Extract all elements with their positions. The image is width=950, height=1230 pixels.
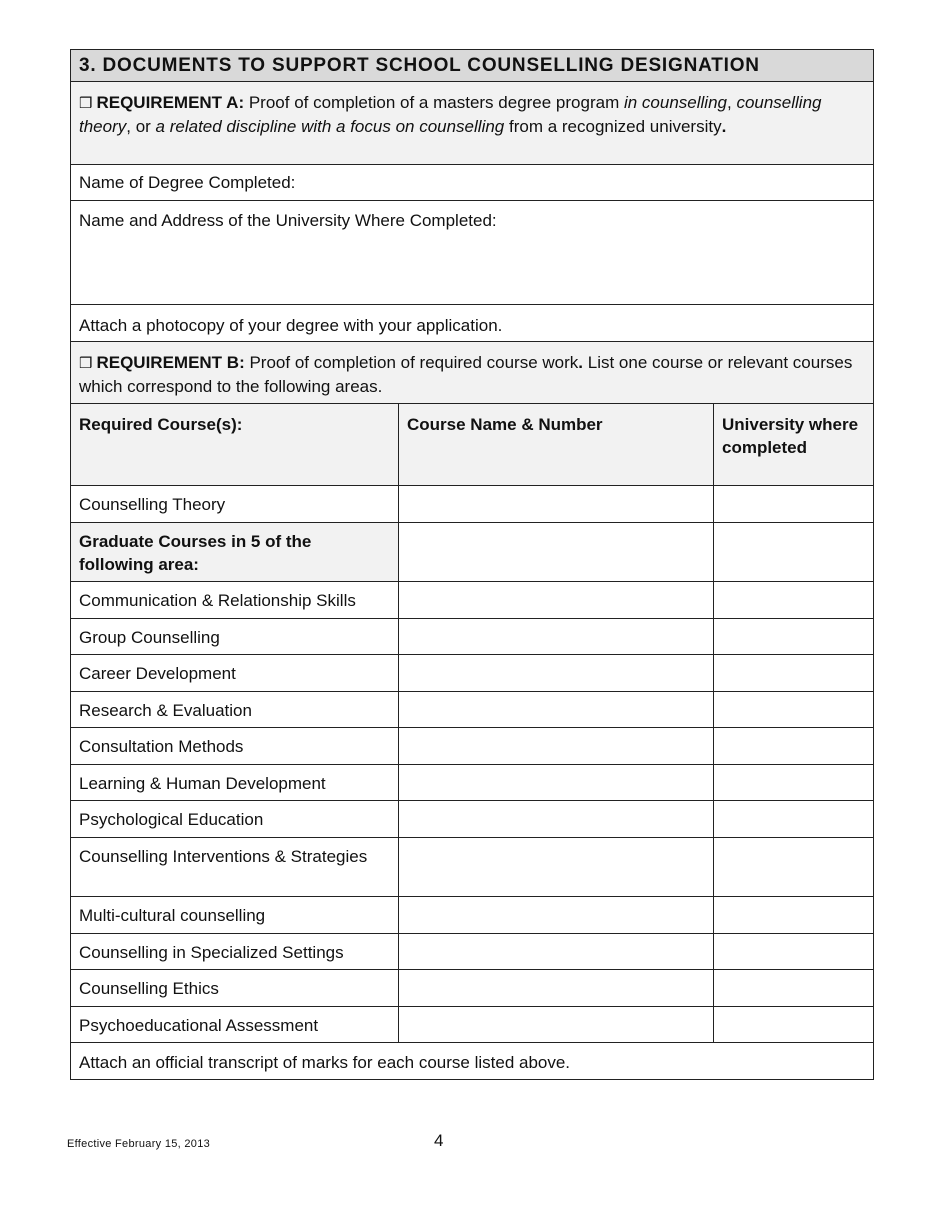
requirement-a-text-3: , or <box>126 117 156 136</box>
university-input[interactable] <box>714 619 874 655</box>
requirement-a-italic-1: in counselling <box>623 93 727 112</box>
form-section <box>70 49 873 1080</box>
requirement-b-row <box>71 342 874 404</box>
requirement-a-text-2: , <box>726 93 737 112</box>
course-name-input[interactable] <box>399 728 714 765</box>
university-input[interactable] <box>714 801 874 838</box>
course-label: Psychoeducational Assessment <box>71 1007 399 1043</box>
course-name-input[interactable] <box>399 486 714 523</box>
table-row <box>71 801 874 838</box>
requirement-b-text-2: List one course or relevant courses which correspond to the following areas. <box>79 353 853 396</box>
requirement-a-italic-2: counselling theory <box>79 93 822 136</box>
course-label: Communication & Relationship Skills <box>71 582 399 619</box>
requirement-a-period: . <box>721 117 727 136</box>
requirement-a-row <box>71 82 874 165</box>
university-input[interactable] <box>714 523 874 582</box>
course-label: Counselling Ethics <box>71 970 399 1007</box>
requirement-a-label: REQUIREMENT A: <box>96 93 245 112</box>
university-input[interactable] <box>714 728 874 765</box>
university-row <box>71 201 874 305</box>
course-name-input[interactable] <box>399 765 714 801</box>
course-label: Career Development <box>71 655 399 692</box>
attach-degree-note: Attach a photocopy of your degree with your application. <box>71 305 874 342</box>
table-row <box>71 728 874 765</box>
course-label: Learning & Human Development <box>71 765 399 801</box>
table-row <box>71 655 874 692</box>
university-input[interactable] <box>714 486 874 523</box>
university-input[interactable] <box>714 897 874 934</box>
course-group-label: Graduate Courses in 5 of the following area: <box>71 523 399 582</box>
course-label: Counselling in Specialized Settings <box>71 934 399 970</box>
degree-row <box>71 165 874 201</box>
requirement-a-text: Proof of completion of a masters degree program <box>244 93 624 112</box>
university-input[interactable] <box>714 838 874 897</box>
course-label: Group Counselling <box>71 619 399 655</box>
course-name-input[interactable] <box>399 934 714 970</box>
requirement-b <box>71 342 874 404</box>
course-name-input[interactable] <box>399 838 714 897</box>
course-label: Multi-cultural counselling <box>71 897 399 934</box>
table-row <box>71 582 874 619</box>
university-input[interactable] <box>714 1007 874 1043</box>
table-row <box>71 619 874 655</box>
header-course-name: Course Name & Number <box>399 404 714 486</box>
checkbox-icon[interactable]: ❒ <box>79 355 93 372</box>
course-name-input[interactable] <box>399 692 714 728</box>
table-row <box>71 970 874 1007</box>
requirement-b-label: REQUIREMENT B: <box>96 353 245 372</box>
table-row <box>71 523 874 582</box>
course-label: Research & Evaluation <box>71 692 399 728</box>
attach-transcript-note: Attach an official transcript of marks for each course listed above. <box>71 1043 874 1080</box>
requirement-b-period: . <box>578 353 584 372</box>
table-row <box>71 897 874 934</box>
course-label: Counselling Theory <box>71 486 399 523</box>
university-input[interactable] <box>714 934 874 970</box>
course-name-input[interactable] <box>399 1007 714 1043</box>
university-input[interactable] <box>714 655 874 692</box>
form-table <box>70 49 874 1080</box>
table-row <box>71 765 874 801</box>
effective-date: Effective February 15, 2013 <box>67 1138 211 1150</box>
table-row <box>71 486 874 523</box>
table-row <box>71 1007 874 1043</box>
checkbox-icon[interactable]: ❒ <box>79 95 93 112</box>
university-input[interactable] <box>714 692 874 728</box>
section-title-row <box>71 50 874 82</box>
table-header-row <box>71 404 874 486</box>
course-name-input[interactable] <box>399 801 714 838</box>
course-name-input[interactable] <box>399 523 714 582</box>
requirement-b-text: Proof of completion of required course work <box>244 353 579 372</box>
course-label: Consultation Methods <box>71 728 399 765</box>
course-name-input[interactable] <box>399 897 714 934</box>
section-title: 3. DOCUMENTS TO SUPPORT SCHOOL COUNSELLING DESIGNATION <box>71 50 874 82</box>
course-name-input[interactable] <box>399 582 714 619</box>
table-row <box>71 692 874 728</box>
degree-field[interactable]: Name of Degree Completed: <box>71 165 874 201</box>
course-label: Counselling Interventions & Strategies <box>71 838 399 897</box>
table-row <box>71 934 874 970</box>
table-row <box>71 838 874 897</box>
attach-transcript-row <box>71 1043 874 1080</box>
university-input[interactable] <box>714 765 874 801</box>
requirement-a-text-4: from a recognized university <box>504 117 722 136</box>
requirement-a-italic-3: a related discipline with a focus on counselling <box>155 117 505 136</box>
header-university: University where completed <box>714 404 874 486</box>
course-name-input[interactable] <box>399 655 714 692</box>
header-required-course: Required Course(s): <box>71 404 399 486</box>
requirement-a <box>71 82 874 165</box>
university-field[interactable]: Name and Address of the University Where Completed: <box>71 201 874 305</box>
attach-degree-row <box>71 305 874 342</box>
course-name-input[interactable] <box>399 970 714 1007</box>
university-input[interactable] <box>714 970 874 1007</box>
university-input[interactable] <box>714 582 874 619</box>
course-name-input[interactable] <box>399 619 714 655</box>
course-label: Psychological Education <box>71 801 399 838</box>
page-number: 4 <box>434 1131 444 1150</box>
